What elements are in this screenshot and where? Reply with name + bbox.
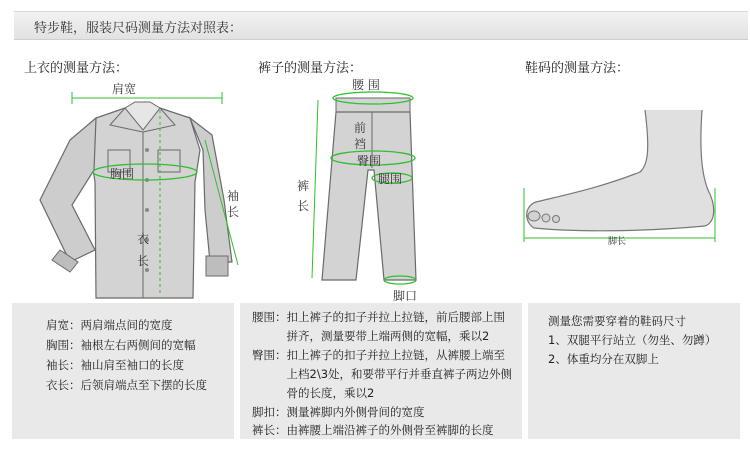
pants-section-title: 裤子的测量方法： <box>258 61 363 76</box>
pants-info-panel <box>240 303 522 439</box>
shoe-info-panel <box>528 303 740 439</box>
hip-label: 臀围 <box>357 154 382 168</box>
length-label: 衣长 <box>136 232 149 268</box>
chest-label: 胸围 <box>110 167 135 181</box>
pants-info-line: 脚扣：测量裤脚内外侧骨间的宽度 <box>252 405 425 419</box>
page-title: 特步鞋，服装尺码测量方法对照表： <box>34 21 243 36</box>
pants-info-line: 拼齐，测量要带上端两侧的宽幅，乘以2 <box>252 329 490 343</box>
shirt-section-title: 上衣的测量方法： <box>24 61 129 76</box>
pants-info-line: 腰围：扣上裤子的扣子并拉上拉链，前后腰部上围 <box>252 310 505 324</box>
shoe-info-line: 测量您需要穿着的鞋码尺寸 <box>548 314 686 328</box>
pants-info-line: 裤长：由裤腰上端沿裤子的外侧骨至裤脚的长度 <box>252 423 494 437</box>
foot-length-label: 脚长 <box>608 237 627 247</box>
shoe-info-line: 2、体重均分在双脚上 <box>548 352 659 366</box>
pants-info-line: 臀围：扣上裤子的扣子并拉上拉链，从裤腰上端至 <box>252 348 505 362</box>
hem-label: 脚口 <box>393 289 418 303</box>
shirt-info-line: 胸围：袖根左右两侧间的宽幅 <box>46 338 196 352</box>
front-rise-label: 前裆 <box>353 121 366 151</box>
shoe-info-line: 1、双腿平行站立（勿坐、勿蹲） <box>548 333 717 347</box>
pants-info-line: 上档2\3处，和要带平行并垂直裤子两边外侧 <box>252 367 513 381</box>
shirt-info-line: 袖长：袖山肩至袖口的长度 <box>46 358 184 372</box>
shirt-info-line: 肩宽：两肩端点间的宽度 <box>46 318 173 332</box>
foot-illustration <box>524 110 715 242</box>
sleeve-label: 袖长 <box>226 189 239 219</box>
waist-label: 腰 围 <box>352 78 380 92</box>
pants-length-label: 裤长 <box>296 179 309 213</box>
shoulder-label: 肩宽 <box>112 82 137 96</box>
pants-info-line: 骨的长度，乘以2 <box>252 386 375 400</box>
shoe-section-title: 鞋码的测量方法： <box>525 61 630 76</box>
shirt-info-panel <box>12 303 234 439</box>
thigh-label: 腿围 <box>378 172 403 186</box>
shirt-info-line: 衣长：后领肩端点至下摆的长度 <box>46 378 207 392</box>
